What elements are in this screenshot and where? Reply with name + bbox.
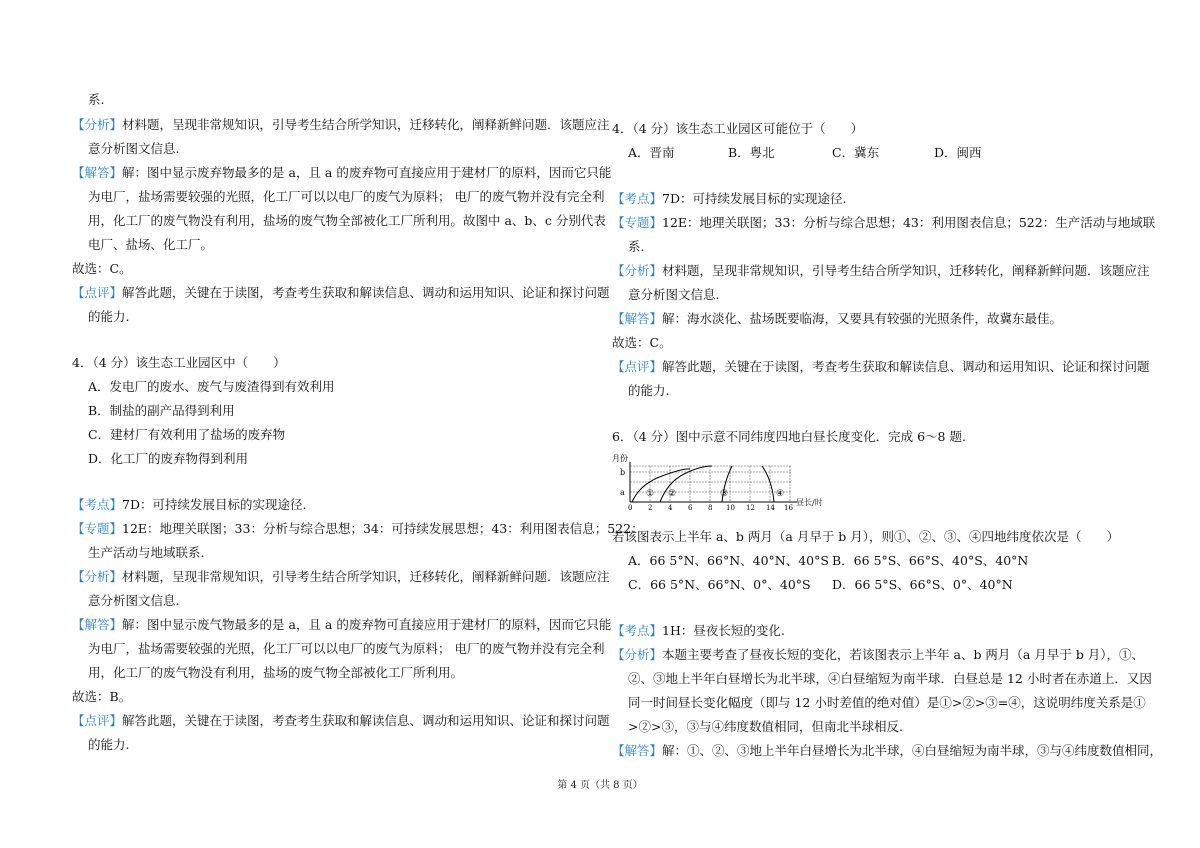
question-6-stem: 若该图表示上半年 a、b 两月（a 月早于 b 月），则①、②、③、④四地纬度依次是（ ） <box>612 529 1120 544</box>
option-b: B．粤北 <box>728 145 775 160</box>
tag-zhuanti: 【专题】 <box>72 521 123 536</box>
figure-grid <box>630 466 792 502</box>
option-a: A．晋南 <box>628 145 675 160</box>
text-line: 的能力. <box>628 383 670 398</box>
option-6d: D．66 5°S、66°S、0°、40°N <box>832 577 1013 592</box>
tag-answer: 【解答】 <box>72 617 123 632</box>
tag-comment: 【点评】 <box>612 359 663 374</box>
text-line: 材料题，呈现非常规知识，引导考生结合所学知识，迁移转化，阐释新鲜问题．该题应注 <box>122 569 610 584</box>
daylength-figure <box>612 452 812 512</box>
tag-answer: 【解答】 <box>612 743 663 758</box>
question-4: 4．（4 分）该生态工业园区中（ ） <box>72 355 286 370</box>
curve-4 <box>762 466 774 502</box>
answer-line <box>72 164 611 182</box>
option-6b: B．66 5°S、66°S、40°S、40°N <box>832 553 1029 568</box>
text-line: 材料题，呈现非常规知识，引导考生结合所学知识，迁移转化，阐释新鲜问题．该题应注 <box>662 263 1150 278</box>
tag-analysis: 【分析】 <box>72 569 123 584</box>
text-line: 解：图中显示废弃物最多的是 a，且 a 的废弃物可直接应用于建材厂的原料，因而它只能 <box>122 165 612 180</box>
curve-label-1: ① <box>646 489 655 499</box>
page-footer: 第 4 页（共 8 页） <box>557 780 643 791</box>
option-b: B．制盐的副产品得到利用 <box>88 403 235 418</box>
option-c: C．建材厂有效利用了盐场的废弃物 <box>88 427 286 442</box>
text-line: 材料题，呈现非常规知识，引导考生结合所学知识，迁移转化，阐释新鲜问题．该题应注 <box>122 117 610 132</box>
text-line: 电厂、盐场、化工厂。 <box>88 237 214 252</box>
tag-analysis: 【分析】 <box>612 647 663 662</box>
xtick: 0 <box>628 504 633 512</box>
text-line: 意分析图文信息. <box>628 287 720 302</box>
text-line: 系. <box>88 92 105 107</box>
curve-labels <box>646 489 784 499</box>
choice-line: 故选：C。 <box>72 261 132 276</box>
option-c: C．冀东 <box>832 145 880 160</box>
text-line: 为电厂，盐场需要较强的光照，化工厂可以以电厂的废气为原料； 电厂的废气物并没有完全利 <box>88 641 605 656</box>
xtick: 6 <box>688 504 693 512</box>
text-line: 生产活动与地域联系. <box>88 545 205 560</box>
xtick: 4 <box>668 504 673 512</box>
figure-ylabel: 月份 <box>612 454 628 463</box>
text-line: 意分析图文信息. <box>88 141 180 156</box>
comment-line <box>612 358 1150 376</box>
text-line: >②>③，③与④纬度数值相同，但南北半球相反. <box>628 719 903 734</box>
analysis-line <box>612 646 1144 664</box>
kaodian-line <box>72 496 306 514</box>
question-6: 6．（4 分）图中示意不同纬度四地白昼长度变化．完成 6～8 题. <box>612 429 966 444</box>
curve-label-2: ② <box>668 489 677 499</box>
tag-answer: 【解答】 <box>612 311 663 326</box>
analysis-line <box>72 568 610 586</box>
answer-line <box>612 742 1162 760</box>
text-line: 7D：可持续发展目标的实现途径. <box>662 191 847 206</box>
curve-1 <box>632 469 690 502</box>
xtick: 14 <box>766 504 775 512</box>
text-line: 的能力. <box>88 737 130 752</box>
text-line: 系. <box>628 239 645 254</box>
figure-ylabel-b: b <box>620 468 626 477</box>
figure-xlabel: 昼长/时 <box>796 498 823 507</box>
text-line: 解答此题，关键在于读图，考查考生获取和解读信息、调动和运用知识、论证和探讨问题 <box>662 359 1150 374</box>
option-d: D．闽西 <box>934 145 982 160</box>
text-line: 12E：地理关联图；33：分析与综合思想；43：利用图表信息；522：生产活动与地域联 <box>662 215 1156 230</box>
xtick: 16 <box>784 504 793 512</box>
text-line: 同一时间昼长变化幅度（即与 12 小时差值的绝对值）是①>②>③=④，这说明纬度关系是① <box>628 695 1146 710</box>
xtick: 8 <box>708 504 713 512</box>
analysis-line <box>72 116 610 134</box>
text-line: 为电厂，盐场需要较强的光照，化工厂可以以电厂的废气为原料； 电厂的废气物并没有完全利 <box>88 189 605 204</box>
xtick: 2 <box>648 504 653 512</box>
zhuanti-line <box>612 214 1155 232</box>
text-line: 解：①、②、③地上半年白昼增长为北半球，④白昼缩短为南半球，③与④纬度数值相同， <box>662 743 1163 758</box>
curve-label-3: ③ <box>720 489 729 499</box>
text-line: 意分析图文信息. <box>88 593 180 608</box>
text-line: ②、③地上半年白昼增长为北半球，④白昼缩短为南半球．白昼总是 12 小时者在赤道上．又因 <box>628 671 1152 686</box>
question-4-location: 4．（4 分）该生态工业园区可能位于（ ） <box>612 121 864 136</box>
text-line: 解：海水淡化、盐场既要临海，又要具有较强的光照条件，故冀东最佳。 <box>662 311 1063 326</box>
comment-line <box>72 712 610 730</box>
text-line: 解：图中显示废气物最多的是 a，且 a 的废弃物可直接应用于建材厂的原料，因而它只能 <box>122 617 612 632</box>
figure-xticks <box>628 504 793 512</box>
xtick: 10 <box>726 504 735 512</box>
tag-answer: 【解答】 <box>72 165 123 180</box>
text-line: 本题主要考查了昼夜长短的变化，若该图表示上半年 a、b 两月（a 月早于 b 月），①、 <box>662 647 1145 662</box>
tag-kaodian: 【考点】 <box>612 623 663 638</box>
answer-line <box>72 616 611 634</box>
answer-line <box>612 310 1062 328</box>
text-line: 12E：地理关联图；33：分析与综合思想；34：可持续发展思想；43：利用图表信息；522： <box>122 521 644 536</box>
text-line: 用，化工厂的废气物没有利用，盐场的废气物全部被化工厂所利用。 <box>88 665 464 680</box>
analysis-line <box>612 262 1150 280</box>
text-line: 用，化工厂的废气物没有利用，盐场的废气物全部被化工厂所利用。故图中 a、b、c 分别代表 <box>88 213 606 228</box>
xtick: 12 <box>746 504 755 512</box>
kaodian-line <box>612 622 785 640</box>
tag-kaodian: 【考点】 <box>72 497 123 512</box>
comment-line <box>72 284 610 302</box>
kaodian-line <box>612 190 846 208</box>
text-line: 的能力. <box>88 309 130 324</box>
curve-label-4: ④ <box>776 489 785 499</box>
text-line: 7D：可持续发展目标的实现途径. <box>122 497 307 512</box>
tag-analysis: 【分析】 <box>612 263 663 278</box>
choice-line: 故选：C。 <box>612 335 672 350</box>
text-line: 解答此题，关键在于读图，考查考生获取和解读信息、调动和运用知识、论证和探讨问题 <box>122 713 610 728</box>
tag-zhuanti: 【专题】 <box>612 215 663 230</box>
tag-analysis: 【分析】 <box>72 117 123 132</box>
figure-ylabel-a: a <box>620 488 625 497</box>
tag-comment: 【点评】 <box>72 285 123 300</box>
choice-line: 故选：B。 <box>72 689 132 704</box>
option-d: D．化工厂的废弃物得到利用 <box>88 451 249 466</box>
option-6a: A．66 5°N、66°N、40°N、40°S <box>628 553 829 568</box>
text-line: 解答此题，关键在于读图，考查考生获取和解读信息、调动和运用知识、论证和探讨问题 <box>122 285 610 300</box>
text-line: 1H：昼夜长短的变化. <box>662 623 785 638</box>
tag-comment: 【点评】 <box>72 713 123 728</box>
tag-kaodian: 【考点】 <box>612 191 663 206</box>
zhuanti-line <box>72 520 644 538</box>
option-a: A．发电厂的废水、废气与废渣得到有效利用 <box>88 379 335 394</box>
option-6c: C．66 5°N、66°N、0°、40°S <box>628 577 811 592</box>
